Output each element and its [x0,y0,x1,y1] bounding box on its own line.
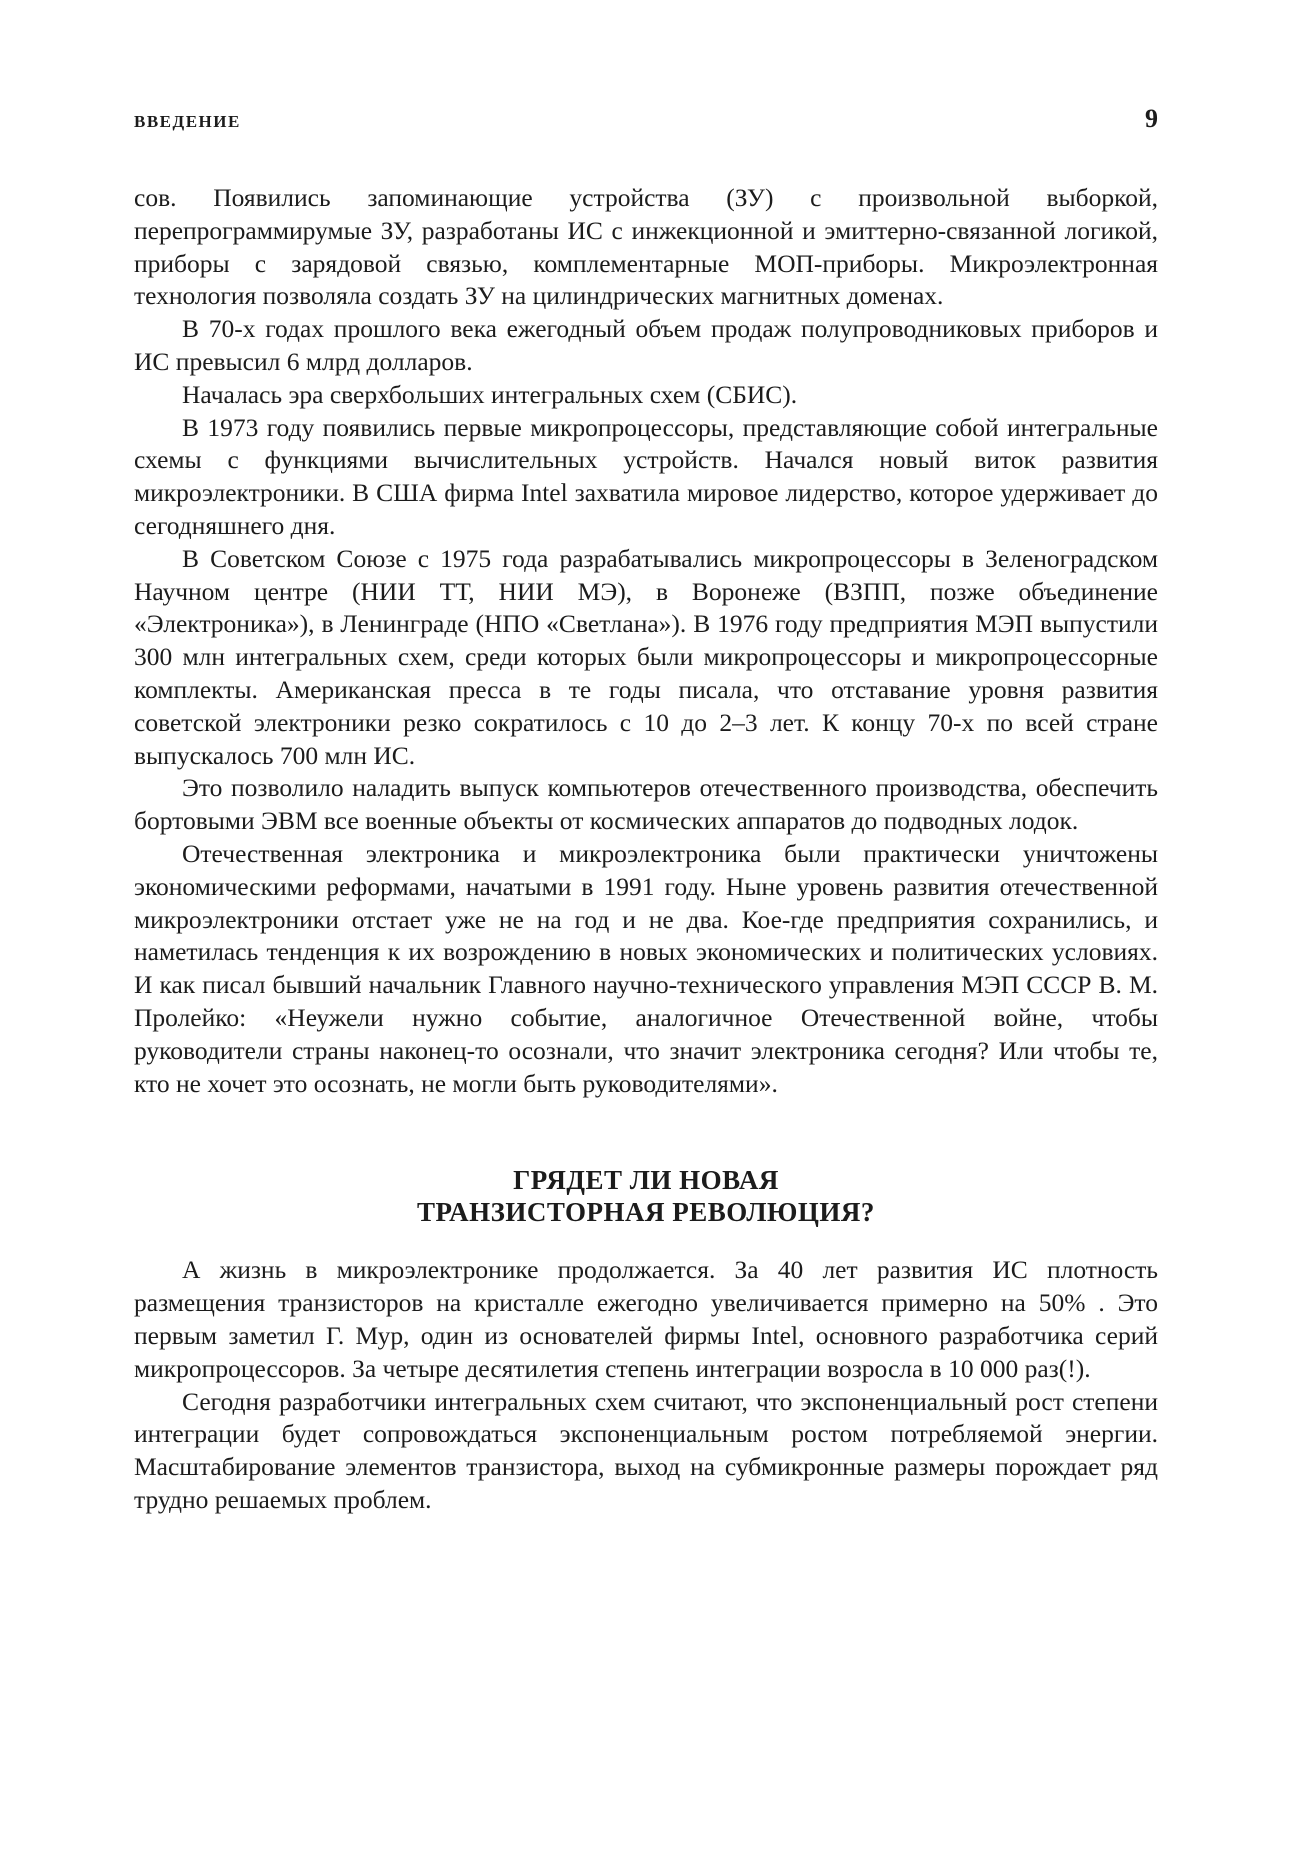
section-heading [134,1164,1158,1228]
paragraph: А жизнь в микроэлектронике продолжается. За 40 лет развития ИС плотность размещения транзисторов на кристалле ежегодно увеличивается примерно на 50% . Это первым заметил Г. Мур, один из основателей фирмы Intel, основного разработчика серий микропроцессоров. За четыре десятилетия степень интеграции возросла в 10 000 раз(!). [134,1255,1158,1383]
body-text [134,182,1158,1517]
running-header [134,104,1158,134]
paragraph: В 1973 году появились первые микропроцессоры, представляющие собой интегральные схемы с функциями вычислительных устройств. Начался новый виток развития микроэлектроники. В США фирма Intel захватила мировое лидерство, которое удерживает до сегодняшнего дня. [134,412,1158,540]
paragraph: Это позволило наладить выпуск компьютеров отечественного производства, обеспечить бортовыми ЭВМ все военные объекты от космических аппаратов до подводных лодок. [134,773,1158,836]
paragraph: Сегодня разработчики интегральных схем считают, что экспоненциальный рост степени интеграции будет сопровождаться экспоненциальным ростом потребляемой энергии. Масштабирование элементов транзистора, выход на субмикронные размеры порождает ряд трудно решаемых проблем. [134,1386,1158,1514]
page-number: 9 [1145,104,1158,133]
paragraph: Отечественная электроника и микроэлектроника были практически уничтожены экономическими реформами, начатыми в 1991 году. Ныне уровень развития отечественной микроэлектроники отстает уже не на год и не два. Кое-где предприятия сохранились, и наметилась тенденция к их возрождению в новых экономических и политических условиях. И как писал бывший начальник Главного научно-технического управления МЭП СССР В. М. Пролейко: «Неужели нужно событие, аналогичное Отечественной войне, чтобы руководители страны наконец-то осознали, что значит электроника сегодня? Или чтобы те, кто не хочет это осознать, не могли быть руководителями». [134,838,1158,1098]
section-heading-line: ГРЯДЕТ ЛИ НОВАЯ [513,1165,779,1196]
section-heading-line: ТРАНЗИСТОРНАЯ РЕВОЛЮЦИЯ? [417,1197,875,1228]
paragraph: В Советском Союзе с 1975 года разрабатывались микропроцессоры в Зеленоградском Научном центре (НИИ ТТ, НИИ МЭ), в Воронеже (ВЗПП, позже объединение «Электроника»), в Ленинграде (НПО «Светлана»). В 1976 году предприятия МЭП выпустили 300 млн интегральных схем, среди которых были микропроцессоры и микропроцессорные комплекты. Американская пресса в те годы писала, что отставание уровня развития советской электроники резко сократилось с 10 до 2–3 лет. К концу 70-х по всей стране выпускалось 700 млн ИС. [134,543,1158,770]
paragraph: В 70-х годах прошлого века ежегодный объем продаж полупроводниковых приборов и ИС превысил 6 млрд долларов. [134,314,1158,376]
running-header-section: ВВЕДЕНИЕ [134,112,241,131]
paragraph: сов. Появились запоминающие устройства (ЗУ) с произвольной выборкой, перепрограммирумые ЗУ, разработаны ИС с инжекционной и эмиттерно-связанной логикой, приборы с зарядовой связью, комплементарные МОП-приборы. Микроэлектронная технология позволяла создать ЗУ на цилиндрических магнитных доменах. [134,183,1158,311]
paragraph: Началась эра сверхбольших интегральных схем (СБИС). [182,379,798,409]
